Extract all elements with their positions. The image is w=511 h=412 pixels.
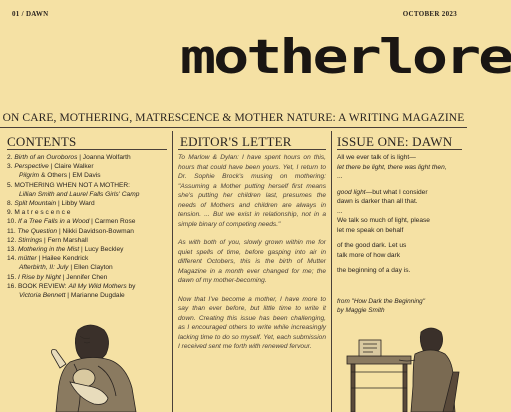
column-divider-1: [172, 131, 173, 412]
contents-heading-rule: [7, 149, 167, 150]
contents-item: [7, 199, 172, 208]
contents-item-title: Stirrings: [18, 236, 43, 244]
contents-item-separator: |: [42, 236, 48, 244]
contents-item: [7, 190, 172, 199]
poem-credit-author: by Maggie Smith: [337, 306, 385, 314]
contents-item-title: Perspective: [14, 163, 49, 171]
poem-line: let me speak on behalf: [337, 226, 404, 234]
contents-item-author: Jennifer Chen: [66, 273, 108, 281]
contents-item-author: Libby Ward: [61, 200, 95, 208]
issue-heading: ISSUE ONE: DAWN: [337, 134, 453, 149]
contents-item-separator: by: [126, 282, 136, 290]
dawn-poem: [337, 153, 462, 276]
contents-item-author: Joanna Wolfarth: [82, 154, 131, 161]
contents-item-title: MOTHERING WHEN NOT A MOTHER:: [14, 181, 130, 189]
woman-writing-illustration: [345, 312, 463, 412]
contents-item-number: 8.: [7, 200, 15, 208]
contents-item: [7, 181, 172, 190]
contents-item-title: The Question: [17, 227, 58, 235]
editor-heading: EDITOR'S LETTER: [180, 134, 292, 149]
contents-item-title: Pilgrim: [19, 172, 40, 180]
editor-heading-rule: [178, 149, 326, 150]
contents-item-number: 10.: [7, 218, 18, 226]
contents-item: [7, 273, 172, 282]
column-divider-2: [331, 131, 332, 412]
poem-line: ...: [337, 173, 343, 180]
contents-item-title: Afterbirth, II: July: [19, 264, 69, 272]
contents-item-author: Lucy Beckley: [84, 246, 124, 254]
contents-item-number: 16.: [7, 282, 18, 290]
issue-label: 01 / DAWN: [12, 10, 49, 18]
contents-item-title: BOOK REVIEW:: [18, 282, 69, 290]
issue-heading-rule: [337, 149, 462, 150]
contents-item-separator: & Others |: [39, 172, 73, 180]
contents-item-author: Hailee Kendrick: [42, 255, 89, 263]
contents-item-title: Birth of an Ouroboros: [14, 154, 78, 161]
contents-item-number: 2.: [7, 154, 15, 161]
contents-item-separator: |: [57, 227, 63, 235]
poem-line: of the good dark. Let us: [337, 242, 407, 249]
magazine-subtitle: ON CARE, MOTHERING, MATRESCENCE & MOTHER NATURE: A WRITING MAGAZINE: [2, 112, 465, 124]
contents-item-separator: |: [36, 255, 43, 263]
contents-item-separator: |: [56, 200, 62, 208]
editor-letter: [178, 153, 326, 361]
contents-item-author: Marianne Dugdale: [70, 292, 125, 300]
contents-list: [7, 153, 172, 300]
editor-paragraph: Now that I've become a mother, I have more to say than ever before, but little time to write it down. Creating this issue has been challenging, as I encouraged others to write while increasingly lacking time to do so myself. Yet, each submission I received sent me forth with renewed fervour.: [178, 295, 326, 350]
contents-item-separator: |: [89, 218, 95, 226]
contents-item-author: Carmen Rose: [94, 218, 136, 226]
contents-item-title: Victoria Bennett: [19, 292, 66, 300]
editor-paragraph: As with both of you, slowly grown within me for quiet spells of time, before gasping into air in different Octobers, this is the birth of Mutter Magazine in a month ever changed for me; the dawn of my mother-becoming.: [178, 239, 326, 284]
contents-item: [7, 208, 172, 217]
poem-line: dawn is darker than all that.: [337, 198, 418, 205]
poem-credit-source: from "How Dark the Beginning": [337, 298, 426, 305]
contents-item-title: mütter: [18, 255, 37, 263]
contents-item-separator: |: [60, 273, 67, 281]
contents-item-number: 5.: [7, 181, 15, 189]
contents-item-author: Fern Marshall: [47, 236, 88, 244]
contents-item-author: Nikki Davidson-Bowman: [62, 227, 134, 235]
contents-item-separator: |: [65, 292, 71, 300]
contents-item: [7, 217, 172, 226]
contents-item-separator: |: [79, 246, 85, 254]
contents-item: [7, 227, 172, 236]
contents-item: [7, 263, 172, 272]
masthead-title: motherlore: [180, 30, 511, 85]
contents-item: [7, 236, 172, 245]
contents-item-number: 13.: [7, 246, 18, 254]
poem-line: All we ever talk of is light—: [337, 154, 416, 161]
poem-line: let there be light, there was light then,: [337, 163, 447, 171]
poem-line: talk more of how dark: [337, 251, 401, 259]
contents-item-title: Split Mountain: [14, 200, 57, 208]
contents-item-title: All My Wild Mothers: [68, 282, 127, 290]
poem-line: ...: [337, 207, 343, 215]
contents-item: [7, 153, 172, 162]
contents-item-separator: |: [77, 154, 83, 161]
contents-item-author: Ellen Clayton: [73, 264, 113, 272]
contents-item: [7, 162, 172, 171]
contents-item-number: 9.: [7, 209, 15, 217]
contents-item-number: 15.: [7, 273, 18, 281]
poem-line: We talk so much of light, please: [337, 217, 430, 224]
mother-and-child-illustration: [40, 312, 158, 412]
contents-item-title: I Rise by Night: [18, 273, 61, 281]
contents-item: [7, 171, 172, 180]
contents-item-title: If a Tree Falls in a Wood: [18, 218, 90, 226]
contents-item-separator: |: [68, 264, 74, 272]
issue-date: OCTOBER 2023: [402, 10, 457, 18]
contents-item-number: 11.: [7, 227, 18, 235]
contents-item: [7, 254, 172, 263]
contents-heading: CONTENTS: [7, 134, 77, 149]
contents-item: [7, 245, 172, 254]
contents-item: [7, 282, 172, 291]
contents-item-separator: |: [48, 163, 55, 171]
contents-item-title: M a t r e s c e n c e: [14, 209, 71, 217]
poem-line: good light—but what I consider: [337, 188, 428, 196]
subtitle-rule: [0, 127, 467, 128]
editor-paragraph: To Marlow & Dylan: I have spent hours on this, hours that could have been yours. Yet, I return to Dr. Sophie Brock's musing on mothering: "Assuming a Mother putting herself first means she's putting her children last, presumes the needs of Mothers and children are always in tension. ... But we exist in relationship, not in a simple binary of competing needs.": [178, 154, 326, 228]
contents-item-number: 12.: [7, 236, 18, 244]
contents-item-number: 3.: [7, 163, 15, 171]
contents-item-title: Mothering in the Mist: [18, 246, 80, 254]
contents-item-title: Lillian Smith and Laurel Falls Girls' Camp: [19, 190, 140, 198]
contents-item-author: Claire Walker: [54, 163, 94, 171]
contents-item: [7, 291, 172, 300]
contents-item-number: 14.: [7, 255, 18, 263]
poem-line: the beginning of a day is.: [337, 267, 411, 274]
contents-item-author: EM Davis: [72, 172, 101, 180]
